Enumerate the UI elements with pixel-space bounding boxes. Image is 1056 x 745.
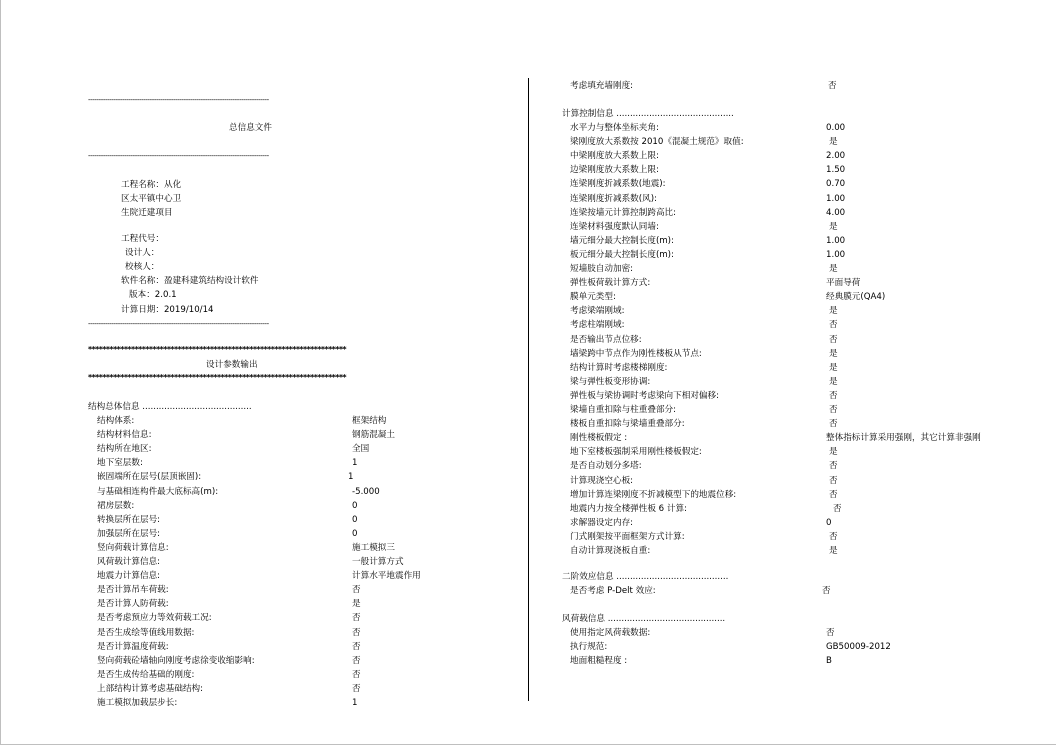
row-value: 否 [829, 531, 838, 542]
row-value: 0 [826, 517, 832, 528]
row-value: 2.00 [826, 151, 846, 162]
row-value: 施工模拟三 [352, 542, 395, 553]
row-label: 弹性板荷载计算方式: [570, 278, 651, 289]
row-label: 边梁刚度放大系数上限: [570, 165, 659, 176]
row-value: 否 [352, 613, 361, 624]
dash-separator: ------------------------------------------------------------------------------------- [88, 320, 269, 328]
row-value: 平面导荷 [826, 278, 861, 289]
row-value: 否 [352, 669, 361, 680]
row-value: 框架结构 [352, 416, 387, 426]
row-value: 否 [352, 655, 361, 666]
row-label: 板元细分最大控制长度(m): [570, 249, 674, 260]
row-value: 1 [352, 458, 358, 469]
row-label: 弹性板与梁协调时考虑梁向下相对偏移: [570, 390, 719, 401]
row-value: 是 [829, 362, 838, 373]
row-label: 结构材料信息: [97, 430, 152, 441]
row-label: 结构计算时考虑楼梯刚度: [570, 362, 668, 373]
column-divider [528, 78, 529, 701]
row-value: 否 [352, 641, 361, 652]
project-name-line: 工程名称：从化 [121, 180, 182, 190]
version: 版本：2.0.1 [129, 290, 177, 300]
row-label: 是否计算温度荷载: [97, 641, 169, 652]
row-label: 水平力与整体坐标夹角: [570, 123, 659, 133]
document-title: 总信息文件 [229, 123, 272, 133]
row-label: 嵌固端所在层号(层顶嵌固): [97, 472, 202, 483]
checker: 校核人： [125, 262, 160, 272]
row-value: 0 [352, 500, 358, 511]
row-value: 是 [352, 599, 361, 610]
row-label: 执行规范: [570, 642, 608, 653]
row-label: 中梁刚度放大系数上限: [570, 151, 659, 162]
row-value: 0.00 [826, 123, 846, 133]
row-value: 是 [829, 221, 838, 232]
row-label: 加强层所在层号: [97, 528, 161, 539]
row-label: 连梁刚度折减系数(地震): [570, 179, 666, 190]
project-name-line: 区太平镇中心卫 [121, 194, 182, 204]
row-value: -5.000 [352, 486, 380, 497]
row-value: 是 [829, 264, 838, 274]
row-value: 1.00 [826, 193, 846, 204]
row-value: 1 [352, 698, 358, 708]
row-value: 否 [829, 334, 838, 345]
row-value: 1.00 [826, 249, 846, 260]
row-value: 是 [829, 376, 838, 387]
design-params-title: 设计参数输出 [206, 360, 258, 370]
row-label: 考虑梁端刚域: [570, 306, 625, 317]
row-label: 膜单元类型: [570, 292, 616, 303]
row-value: 否 [822, 586, 831, 596]
row-label: 使用指定风荷载数据: [570, 628, 651, 638]
row-label: 结构体系: [97, 416, 135, 426]
row-value: 否 [352, 585, 361, 596]
row-value: 钢筋混凝土 [352, 430, 395, 441]
row-label: 连梁按墙元计算控制跨高比: [570, 207, 677, 218]
row-label: 地震力计算信息: [97, 571, 161, 582]
row-value: 是 [829, 447, 838, 458]
row-label: 是否输出节点位移: [570, 334, 642, 345]
row-label: 是否计算吊车荷载: [97, 585, 169, 596]
row-value: 是 [829, 546, 838, 556]
row-label: 计算现浇空心板: [570, 475, 634, 486]
row-label: 连梁材料强度默认同墙: [570, 221, 659, 232]
row-label: 梁刚度放大系数按 2010《混凝土规范》取值: [570, 137, 744, 148]
row-label: 竖向荷载计算信息: [97, 542, 169, 553]
row-value: 4.00 [826, 207, 846, 218]
row-value: 是 [829, 348, 838, 359]
row-label: 刚性楼板假定 : [570, 433, 628, 444]
row-value: 否 [829, 419, 838, 430]
row-value: 否 [829, 320, 838, 331]
project-code: 工程代号： [121, 234, 164, 244]
section-title-wind: 风荷载信息 ........................................... [562, 614, 726, 624]
row-label: 地震内力按全楼弹性板 6 计算: [570, 503, 687, 514]
row-label: 考虑柱端刚域: [570, 320, 625, 331]
row-label: 结构所在地区: [97, 444, 152, 455]
page-edge [0, 0, 1, 745]
dash-separator: ------------------------------------------------------------------------------------- [88, 96, 269, 104]
row-label: 墙元细分最大控制长度(m): [570, 235, 674, 246]
row-value: 否 [828, 81, 837, 91]
row-value: 一般计算方式 [352, 557, 404, 567]
row-value: 否 [829, 405, 838, 415]
row-label: 是否生成绘等值线用数据: [97, 627, 195, 638]
row-value: 1.00 [826, 235, 846, 246]
section-title-second-order: 二阶效应信息 ......................................... [562, 572, 729, 582]
row-label: 梁与弹性板变形协调: [570, 376, 651, 387]
row-value: 0 [352, 528, 358, 539]
row-label: 风荷载计算信息: [97, 557, 161, 567]
row-value: 否 [829, 461, 838, 472]
row-label: 短墙肢自动加密: [570, 264, 634, 274]
row-label: 裙房层数: [97, 500, 135, 511]
row-value: 经典膜元(QA4) [826, 292, 886, 303]
row-value: 否 [833, 503, 842, 514]
row-label: 是否计算人防荷载: [97, 599, 169, 610]
row-label: 求解器设定内存: [570, 517, 634, 528]
section-title-calc-control: 计算控制信息 ........................................... [562, 109, 734, 119]
row-value: GB50009-2012 [826, 642, 891, 653]
row-label: 楼板自重扣除与梁墙重叠部分: [570, 419, 685, 430]
row-label: 连梁刚度折减系数(风): [570, 193, 657, 204]
row-label: 施工模拟加载层步长: [97, 698, 178, 708]
row-value: 1.50 [826, 165, 846, 176]
row-label: 是否自动划分多塔: [570, 461, 642, 472]
row-label: 竖向荷载砼墙轴向刚度考虑徐变收缩影响: [97, 655, 255, 666]
row-value: 全国 [352, 444, 370, 455]
row-label: 地面粗糙程度 : [570, 656, 628, 667]
row-value: 否 [352, 627, 361, 638]
row-label: 地下室楼板强制采用刚性楼板假定: [570, 447, 702, 458]
row-value: 是 [829, 306, 838, 317]
row-value: 否 [352, 683, 361, 694]
row-value: 是 [829, 137, 838, 148]
software-name: 软件名称：盈建科建筑结构设计软件 [121, 276, 259, 286]
row-label: 考虑填充墙刚度: [570, 81, 634, 91]
row-value: 1 [348, 472, 354, 483]
dash-separator: ------------------------------------------------------------------------------------- [88, 152, 269, 160]
row-label: 是否考虑 P-Delt 效应: [570, 586, 656, 596]
row-value: 0 [352, 514, 358, 525]
section-title-structure: 结构总体信息 ........................................ [88, 402, 252, 412]
row-value: 计算水平地震作用 [352, 571, 421, 582]
star-separator: ************************************************************************ [88, 374, 347, 382]
row-label: 是否考虑预应力等效荷载工况: [97, 613, 212, 624]
row-label: 增加计算连梁刚度不折减模型下的地震位移: [570, 489, 737, 500]
row-value: 否 [826, 628, 835, 638]
star-separator: ************************************************************************ [88, 346, 347, 354]
row-label: 墙梁跨中节点作为刚性楼板从节点: [570, 348, 702, 359]
project-name-line: 生院迁建项目 [121, 208, 173, 218]
row-value: 否 [829, 475, 838, 486]
row-label: 地下室层数: [97, 458, 143, 469]
row-value: 否 [829, 489, 838, 500]
row-value: 0.70 [826, 179, 846, 190]
row-label: 门式刚架按平面框架方式计算: [570, 531, 685, 542]
row-value: 整体指标计算采用强刚，其它计算非强刚 [826, 433, 981, 444]
row-label: 梁墙自重扣除与柱重叠部分: [570, 405, 677, 415]
row-label: 上部结构计算考虑基础结构: [97, 683, 204, 694]
row-label: 自动计算现浇板自重: [570, 546, 651, 556]
designer: 设计人： [125, 248, 160, 258]
row-value: 否 [829, 390, 838, 401]
calc-date: 计算日期：2019/10/14 [121, 305, 214, 315]
row-label: 是否生成传给基础的刚度: [97, 669, 195, 680]
row-value: B [826, 656, 832, 667]
row-label: 与基础相连构件最大底标高(m): [97, 486, 219, 497]
row-label: 转换层所在层号: [97, 514, 161, 525]
